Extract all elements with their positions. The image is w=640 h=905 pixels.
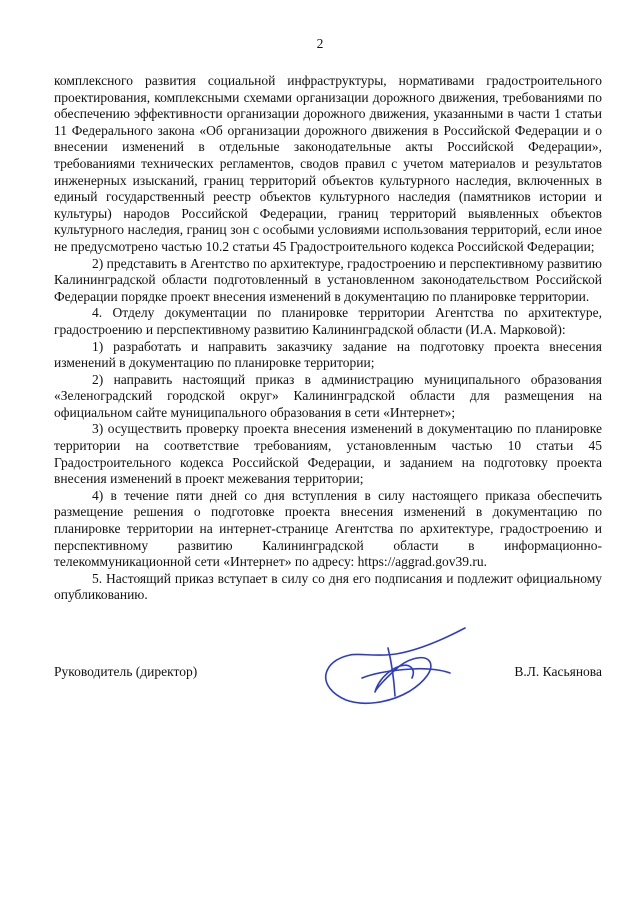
paragraph-section-5: 5. Настоящий приказ вступает в силу со дня его подписания и подлежит официальному опубликованию.	[54, 570, 602, 603]
paragraph-section-4: 4. Отделу документации по планировке территории Агентства по архитектуре, градостроению и перспективному развитию Калининградской области (И.А. Марковой):	[54, 305, 602, 337]
paragraph-item-4-publish: 4) в течение пяти дней со дня вступления в силу настоящего приказа обеспечить размещение решения о подготовке проекта внесения изменений в документацию по планировке территории на интернет-странице Агентства по архитектуре, градостроению и перспективному развитию Калининградской области в информационно-телекоммуникационной сети «Интернет» по адресу: https://aggrad.gov39.ru.	[54, 487, 602, 570]
page-number: 2	[316, 36, 324, 51]
paragraph-item-2-submit: 2) представить в Агентство по архитектуре, градостроению и перспективному развитию Калининградской области подготовленный в установленном законодательством Российской Федерации порядке проект внесения изменений в документацию по планировке территории.	[54, 255, 602, 304]
paragraph-item-3-check: 3) осуществить проверку проекта внесения изменений в документацию по планировке территории на соответствие требованиям, установленным частью 10 статьи 45 Градостроительного кодекса Российской Федерации, и заданием на подготовку проекта внесения изменений в проект межевания территории;	[54, 421, 602, 487]
document-body	[54, 73, 602, 604]
signer-name: В.Л. Касьянова	[514, 664, 602, 679]
signature-strokes	[326, 628, 465, 703]
handwritten-signature	[318, 618, 468, 710]
paragraph-item-1-task: 1) разработать и направить заказчику задание на подготовку проекта внесения изменений в документацию по планировке территории;	[54, 338, 602, 371]
paragraph-item-2-send: 2) направить настоящий приказ в администрацию муниципального образования «Зеленоградский городской округ» Калининградской области для размещения на официальном сайте муниципального образования в сети «Интернет»;	[54, 371, 602, 420]
paragraph-continuation: комплексного развития социальной инфраструктуры, нормативами градостроительного проектирования, комплексными схемами организации дорожного движения, требованиями по обеспечению эффективности организации дорожного движения, указанными в части 1 статьи 11 Федерального закона «Об организации дорожного движения в Российской Федерации и о внесении изменений в отдельные законодательные акты Российской Федерации», требованиями технических регламентов, сводов правил с учетом материалов и результатов инженерных изысканий, границ территорий объектов культурного наследия, включенных в единый государственный реестр объектов культурного наследия (памятников истории и культуры) народов Российской Федерации, границ территорий выявленных объектов культурного наследия, границ зон с особыми условиями использования территорий, если иное не предусмотрено частью 10.2 статьи 45 Градостроительного кодекса Российской Федерации;	[54, 73, 602, 254]
signer-role: Руководитель (директор)	[54, 664, 198, 679]
